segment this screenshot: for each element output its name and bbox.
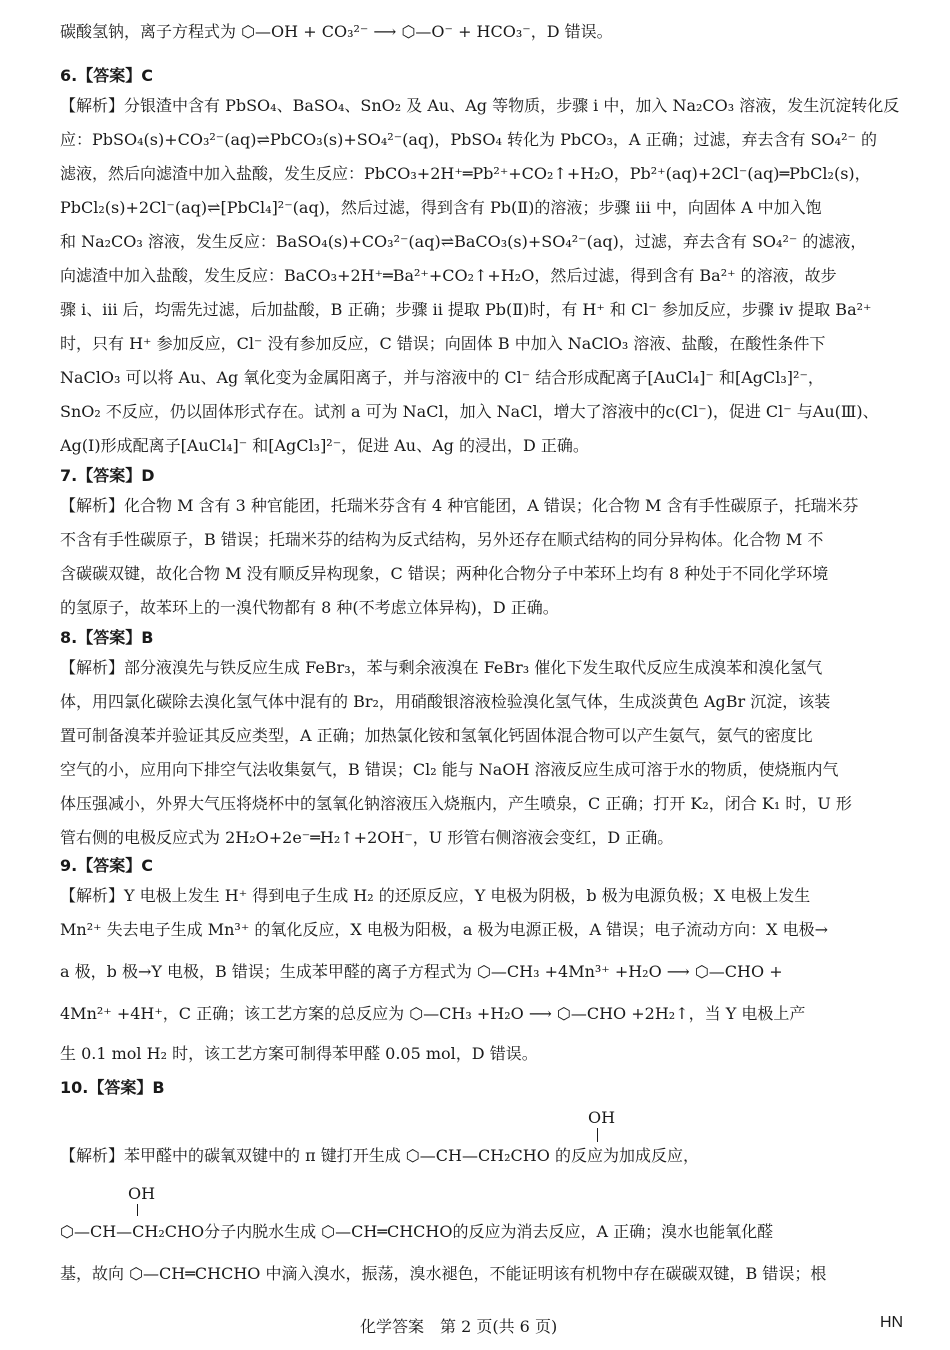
- text-line: 置可制备溴苯并验证其反应类型，A 正确；加热氯化铵和氢氧化钙固体混合物可以产生氨气，氨气的密度比: [60, 726, 813, 745]
- text-line: 【解析】化合物 M 含有 3 种官能团，托瑞米芬含有 4 种官能团，A 错误；化合物 M 含有手性碳原子，托瑞米芬: [60, 496, 859, 515]
- text-line: 含碳碳双键，故化合物 M 没有顺反异构现象，C 错误；两种化合物分子中苯环上均有 8 种处于不同化学环境: [60, 564, 829, 583]
- text-line: 时，只有 H⁺ 参加反应，Cl⁻ 没有参加反应，C 错误；向固体 B 中加入 NaClO₃ 溶液、盐酸，在酸性条件下: [60, 334, 826, 353]
- text-line: ⬡—CH—CH₂CHO分子内脱水生成 ⬡—CH═CHCHO的反应为消去反应，A 正确；溴水也能氧化醛: [60, 1222, 774, 1241]
- answer-heading: 9.【答案】C: [60, 856, 153, 875]
- text-line: 【解析】分银渣中含有 PbSO₄、BaSO₄、SnO₂ 及 Au、Ag 等物质，步骤 ⅰ 中，加入 Na₂CO₃ 溶液，发生沉淀转化反: [60, 96, 900, 115]
- answer-heading: 6.【答案】C: [60, 66, 153, 85]
- text-line: a 极，b 极→Y 电极，B 错误；生成苯甲醛的离子方程式为 ⬡—CH₃ +4Mn³⁺ +H₂O ⟶ ⬡—CHO +: [60, 962, 783, 981]
- text-line: SnO₂ 不反应，仍以固体形式存在。试剂 a 可为 NaCl，加入 NaCl，增大了溶液中的c(Cl⁻)，促进 Cl⁻ 与Au(Ⅲ)、: [60, 402, 879, 421]
- footer-page-info: 化学答案 第 2 页(共 6 页): [360, 1317, 558, 1336]
- text-line: 体压强减小，外界大气压将烧杯中的氢氧化钠溶液压入烧瓶内，产生喷泉，C 正确；打开 K₂，闭合 K₁ 时，U 形: [60, 794, 852, 813]
- text-line: 管右侧的电极反应式为 2H₂O+2e⁻═H₂↑+2OH⁻，U 形管右侧溶液会变红，D 正确。: [60, 828, 674, 847]
- text-line: 4Mn²⁺ +4H⁺，C 正确；该工艺方案的总反应为 ⬡—CH₃ +H₂O ⟶ ⬡—CHO +2H₂↑，当 Y 电极上产: [60, 1004, 806, 1023]
- answer-heading: 8.【答案】B: [60, 628, 154, 647]
- text-line: 滤液，然后向滤渣中加入盐酸，发生反应：PbCO₃+2H⁺═Pb²⁺+CO₂↑+H₂O，Pb²⁺(aq)+2Cl⁻(aq)═PbCl₂(s)，: [60, 164, 871, 183]
- answer-heading: 10.【答案】B: [60, 1078, 165, 1097]
- text-line: Mn²⁺ 失去电子生成 Mn³⁺ 的氧化反应，X 电极为阳极，a 极为电源正极，A 错误；电子流动方向：X 电极→: [60, 920, 828, 939]
- text-line: 应：PbSO₄(s)+CO₃²⁻(aq)⇌PbCO₃(s)+SO₄²⁻(aq)，PbSO₄ 转化为 PbCO₃，A 正确；过滤，弃去含有 SO₄²⁻ 的: [60, 130, 878, 149]
- bond-line: [137, 1204, 138, 1216]
- hydroxyl-label: OH: [588, 1108, 616, 1127]
- footer-code: HN: [880, 1314, 904, 1331]
- text-line: 不含有手性碳原子，B 错误；托瑞米芬的结构为反式结构，另外还存在顺式结构的同分异构体。化合物 M 不: [60, 530, 824, 549]
- text-line: NaClO₃ 可以将 Au、Ag 氧化变为金属阳离子，并与溶液中的 Cl⁻ 结合形成配离子[AuCl₄]⁻ 和[AgCl₃]²⁻，: [60, 368, 824, 387]
- answer-heading: 7.【答案】D: [60, 466, 155, 485]
- text-line: 生 0.1 mol H₂ 时，该工艺方案可制得苯甲醛 0.05 mol，D 错误。: [60, 1044, 538, 1063]
- text-line: 向滤渣中加入盐酸，发生反应：BaCO₃+2H⁺═Ba²⁺+CO₂↑+H₂O，然后过滤，得到含有 Ba²⁺ 的溶液，故步: [60, 266, 837, 285]
- text-line: PbCl₂(s)+2Cl⁻(aq)⇌[PbCl₄]²⁻(aq)，然后过滤，得到含有 Pb(Ⅱ)的溶液；步骤 ⅲ 中，向固体 A 中加入饱: [60, 198, 822, 217]
- text-line: 空气的小，应用向下排空气法收集氨气，B 错误；Cl₂ 能与 NaOH 溶液反应生成可溶于水的物质，使烧瓶内气: [60, 760, 839, 779]
- text-line: 碳酸氢钠，离子方程式为 ⬡—OH + CO₃²⁻ ⟶ ⬡—O⁻ + HCO₃⁻，D 错误。: [60, 22, 613, 41]
- text-line: 【解析】部分液溴先与铁反应生成 FeBr₃，苯与剩余液溴在 FeBr₃ 催化下发生取代反应生成溴苯和溴化氢气: [60, 658, 823, 677]
- text-line: 和 Na₂CO₃ 溶液，发生反应：BaSO₄(s)+CO₃²⁻(aq)⇌BaCO₃(s)+SO₄²⁻(aq)，过滤，弃去含有 SO₄²⁻ 的滤液，: [60, 232, 867, 251]
- text-line: 基，故向 ⬡—CH═CHCHO 中滴入溴水，振荡，溴水褪色，不能证明该有机物中存在碳碳双键，B 错误；根: [60, 1264, 827, 1283]
- bond-line: [597, 1128, 598, 1142]
- hydroxyl-label: OH: [128, 1184, 156, 1203]
- text-line: 【解析】Y 电极上发生 H⁺ 得到电子生成 H₂ 的还原反应，Y 电极为阴极，b 极为电源负极；X 电极上发生: [60, 886, 811, 905]
- text-line: 【解析】苯甲醛中的碳氧双键中的 π 键打开生成 ⬡—CH—CH₂CHO 的反应为加成反应，: [60, 1146, 699, 1165]
- text-line: Ag(Ⅰ)形成配离子[AuCl₄]⁻ 和[AgCl₃]²⁻，促进 Au、Ag 的浸出，D 正确。: [60, 436, 589, 455]
- text-line: 的氢原子，故苯环上的一溴代物都有 8 种(不考虑立体异构)，D 正确。: [60, 598, 559, 617]
- text-line: 体，用四氯化碳除去溴化氢气体中混有的 Br₂，用硝酸银溶液检验溴化氢气体，生成淡黄色 AgBr 沉淀，该装: [60, 692, 831, 711]
- text-line: 骤 ⅰ、ⅲ 后，均需先过滤，后加盐酸，B 正确；步骤 ⅱ 提取 Pb(Ⅱ)时，有 H⁺ 和 Cl⁻ 参加反应，步骤 ⅳ 提取 Ba²⁺: [60, 300, 872, 319]
